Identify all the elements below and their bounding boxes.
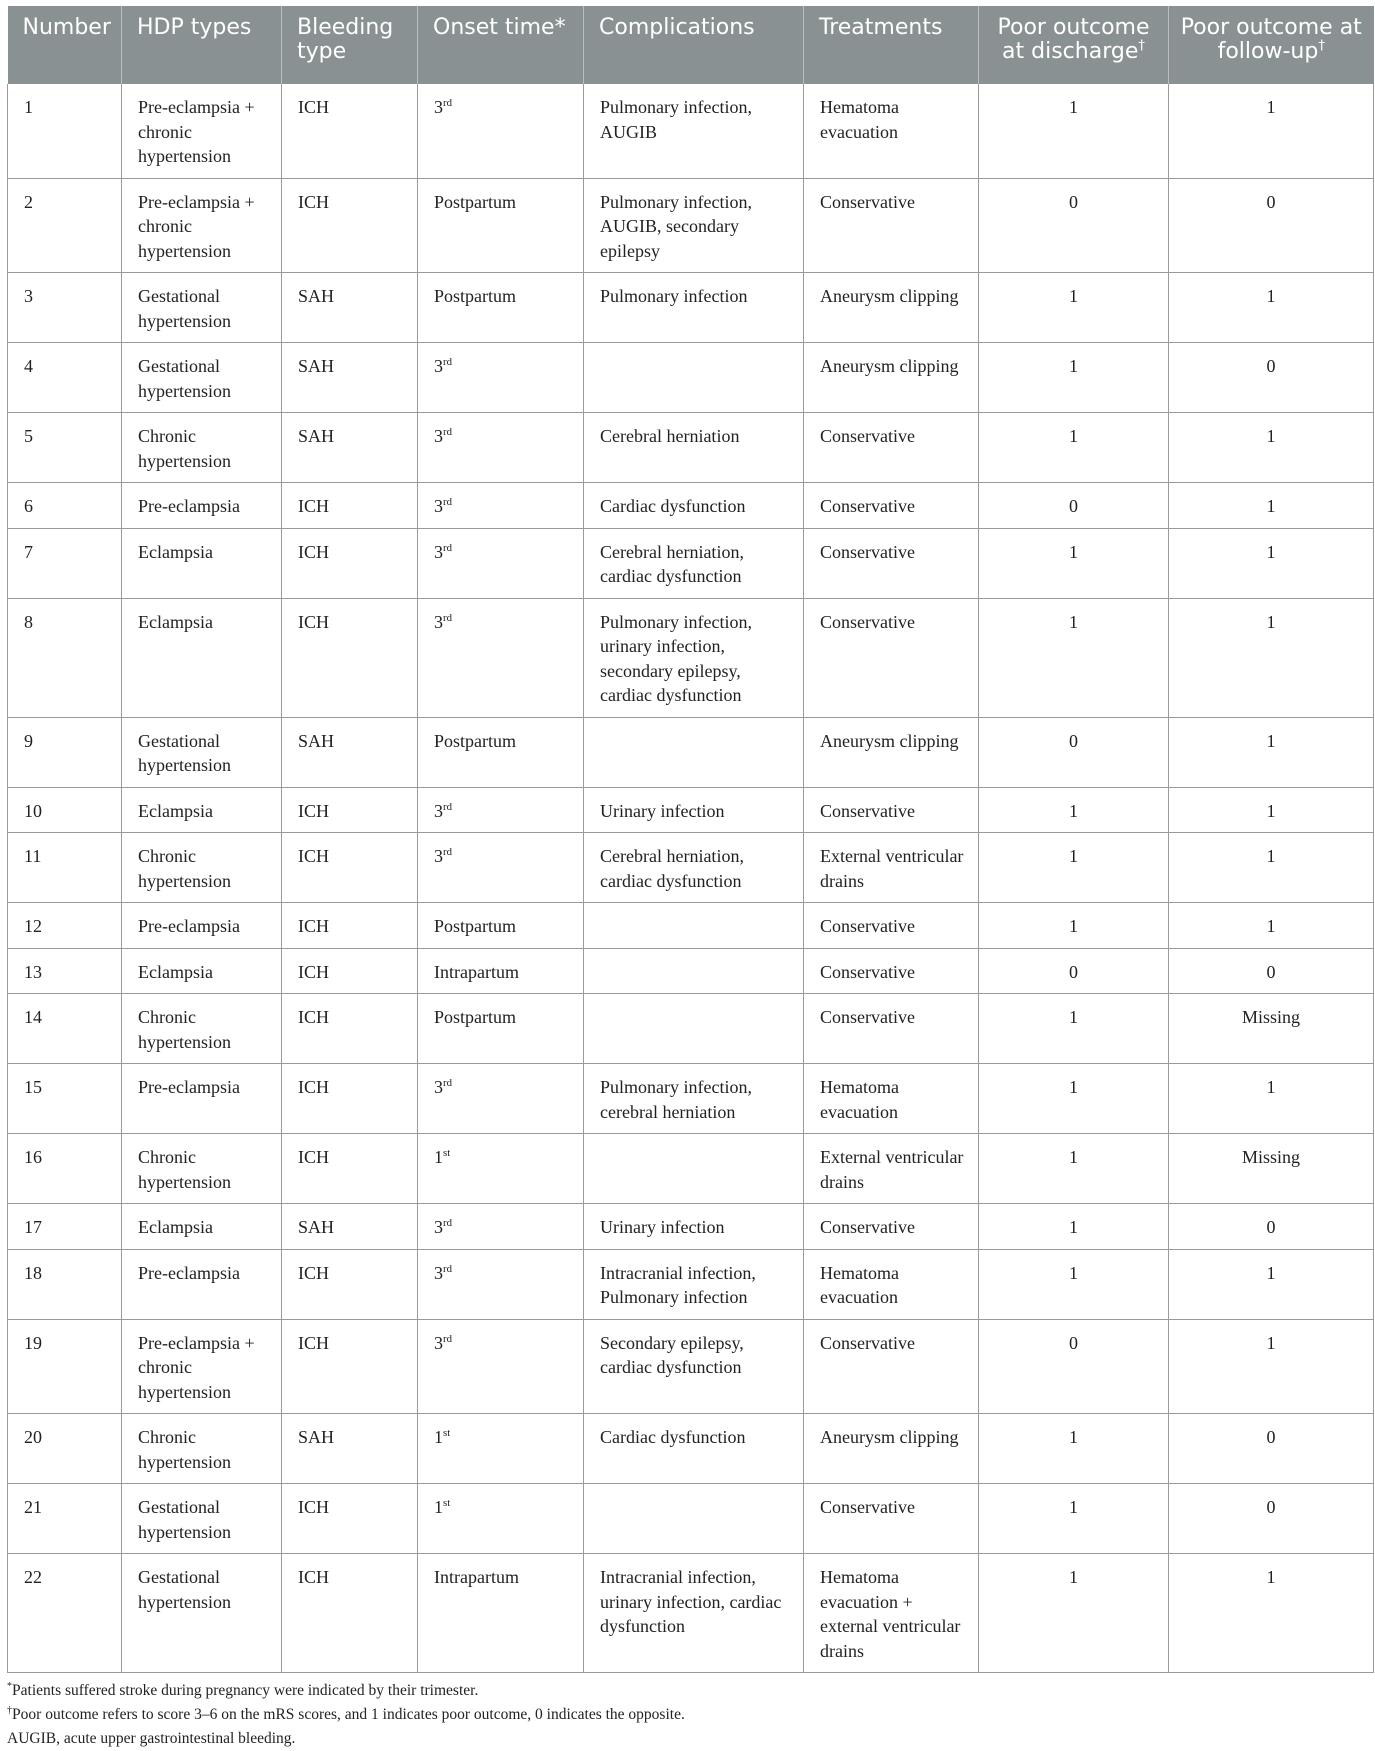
cell-treatments: Hematoma evacuation + external ventricular drains [804, 1554, 979, 1673]
cell-number: 3 [8, 273, 122, 343]
cell-outcome-discharge: 1 [979, 903, 1169, 949]
cell-bleeding-type: ICH [282, 1484, 418, 1554]
cell-outcome-followup: 0 [1169, 343, 1374, 413]
table-row [8, 787, 1374, 833]
cell-bleeding-type: SAH [282, 273, 418, 343]
cell-bleeding-type: SAH [282, 343, 418, 413]
cell-treatments: External ventricular drains [804, 833, 979, 903]
cell-number: 1 [8, 84, 122, 178]
cell-hdp-type: Chronic hypertension [122, 413, 282, 483]
cell-outcome-discharge: 1 [979, 1484, 1169, 1554]
onset-value: 3 [434, 97, 443, 117]
table-row [8, 1134, 1374, 1204]
cell-bleeding-type: ICH [282, 994, 418, 1064]
cell-outcome-followup: 0 [1169, 1484, 1374, 1554]
cell-number: 16 [8, 1134, 122, 1204]
table-row [8, 483, 1374, 529]
cell-hdp-type: Eclampsia [122, 1204, 282, 1250]
cell-bleeding-type: ICH [282, 1554, 418, 1673]
cell-bleeding-type: ICH [282, 598, 418, 717]
cell-hdp-type: Pre-eclampsia + chronic hypertension [122, 84, 282, 178]
onset-value: Postpartum [434, 191, 517, 212]
cell-complications: Urinary infection [584, 1204, 804, 1250]
cell-onset-time [418, 84, 584, 178]
col-onset-label: Onset time [433, 15, 555, 40]
onset-ordinal-suffix: rd [443, 426, 452, 438]
cell-outcome-followup: 1 [1169, 717, 1374, 787]
table-row [8, 84, 1374, 178]
col-bleeding-header: Bleeding type [282, 6, 418, 84]
cell-treatments: Aneurysm clipping [804, 273, 979, 343]
patient-table [7, 6, 1374, 1673]
cell-number: 12 [8, 903, 122, 949]
col-treatments-header: Treatments [804, 6, 979, 84]
cell-outcome-discharge: 1 [979, 84, 1169, 178]
cell-treatments: Conservative [804, 598, 979, 717]
col-followup-label: Poor outcome at follow-up [1180, 15, 1362, 64]
cell-number: 21 [8, 1484, 122, 1554]
cell-complications [584, 948, 804, 994]
cell-complications [584, 994, 804, 1064]
onset-ordinal-suffix: st [443, 1497, 451, 1509]
cell-outcome-followup: 1 [1169, 1249, 1374, 1319]
cell-onset-time [418, 1484, 584, 1554]
onset-value: 3 [434, 496, 443, 516]
onset-value: 3 [434, 1217, 443, 1237]
table-row [8, 528, 1374, 598]
cell-bleeding-type: ICH [282, 84, 418, 178]
cell-onset-time [418, 273, 584, 343]
cell-outcome-discharge: 1 [979, 528, 1169, 598]
cell-number: 4 [8, 343, 122, 413]
table-row [8, 1484, 1374, 1554]
table-row [8, 994, 1374, 1064]
cell-treatments: Hematoma evacuation [804, 1249, 979, 1319]
cell-outcome-followup: 1 [1169, 483, 1374, 529]
cell-complications: Pulmonary infection, urinary infection, secondary epilepsy, cardiac dysfunction [584, 598, 804, 717]
cell-outcome-discharge: 0 [979, 717, 1169, 787]
onset-value: 3 [434, 541, 443, 562]
cell-complications: Pulmonary infection [584, 273, 804, 343]
cell-outcome-discharge: 0 [979, 1319, 1169, 1414]
cell-number: 9 [8, 717, 122, 787]
onset-ordinal-suffix: rd [443, 846, 452, 858]
cell-hdp-type: Chronic hypertension [122, 1414, 282, 1484]
footnote-trimester [7, 1679, 1373, 1703]
cell-treatments: Conservative [804, 528, 979, 598]
cell-outcome-discharge: 1 [979, 1554, 1169, 1673]
table-row [8, 273, 1374, 343]
cell-bleeding-type: ICH [282, 1134, 418, 1204]
onset-ordinal-suffix: rd [443, 1332, 452, 1345]
footnote-mark-dagger: † [7, 1704, 13, 1716]
footnote-poor-outcome-text: Poor outcome refers to score 3–6 on the mRS scores, and 1 indicates poor outcome, 0 indicates the opposite. [12, 1706, 685, 1723]
cell-onset-time [418, 717, 584, 787]
onset-ordinal-suffix: rd [443, 541, 452, 554]
table-row [8, 1319, 1374, 1414]
cell-treatments: Conservative [804, 903, 979, 949]
onset-value: 3 [434, 611, 443, 632]
onset-value: Postpartum [434, 916, 517, 936]
onset-value: 1 [434, 1427, 443, 1447]
table-row [8, 1249, 1374, 1319]
cell-bleeding-type: SAH [282, 717, 418, 787]
cell-bleeding-type: ICH [282, 903, 418, 949]
cell-bleeding-type: ICH [282, 483, 418, 529]
cell-hdp-type: Pre-eclampsia [122, 483, 282, 529]
cell-complications [584, 717, 804, 787]
onset-value: 3 [434, 426, 443, 446]
cell-onset-time [418, 903, 584, 949]
cell-outcome-followup: 1 [1169, 1554, 1374, 1673]
col-hdp-header: HDP types [122, 6, 282, 84]
cell-outcome-discharge: 1 [979, 833, 1169, 903]
cell-onset-time [418, 948, 584, 994]
cell-bleeding-type: ICH [282, 948, 418, 994]
cell-number: 5 [8, 413, 122, 483]
cell-number: 20 [8, 1414, 122, 1484]
table-row [8, 343, 1374, 413]
cell-outcome-followup: 1 [1169, 413, 1374, 483]
cell-onset-time [418, 787, 584, 833]
cell-onset-time [418, 1554, 584, 1673]
onset-value: 3 [434, 1077, 443, 1097]
cell-complications: Pulmonary infection, AUGIB, secondary epilepsy [584, 178, 804, 273]
cell-onset-time [418, 413, 584, 483]
cell-outcome-discharge: 0 [979, 178, 1169, 273]
onset-value: Intrapartum [434, 1567, 519, 1587]
cell-onset-time [418, 1064, 584, 1134]
cell-outcome-discharge: 1 [979, 1134, 1169, 1204]
cell-bleeding-type: ICH [282, 1249, 418, 1319]
table-row [8, 903, 1374, 949]
cell-bleeding-type: ICH [282, 528, 418, 598]
cell-outcome-followup: 0 [1169, 1204, 1374, 1250]
cell-complications: Pulmonary infection, AUGIB [584, 84, 804, 178]
onset-value: 1 [434, 1147, 443, 1167]
cell-number: 22 [8, 1554, 122, 1673]
cell-treatments: Hematoma evacuation [804, 1064, 979, 1134]
cell-outcome-followup: 1 [1169, 273, 1374, 343]
cell-number: 2 [8, 178, 122, 273]
cell-number: 15 [8, 1064, 122, 1134]
cell-hdp-type: Chronic hypertension [122, 1134, 282, 1204]
onset-ordinal-suffix: rd [443, 611, 452, 624]
cell-outcome-followup: 1 [1169, 1064, 1374, 1134]
cell-complications: Cerebral herniation, cardiac dysfunction [584, 833, 804, 903]
cell-bleeding-type: ICH [282, 1319, 418, 1414]
cell-onset-time [418, 1134, 584, 1204]
cell-outcome-followup: 1 [1169, 787, 1374, 833]
cell-hdp-type: Pre-eclampsia + chronic hypertension [122, 178, 282, 273]
onset-value: Intrapartum [434, 961, 519, 982]
cell-outcome-discharge: 1 [979, 1249, 1169, 1319]
cell-onset-time [418, 178, 584, 273]
cell-number: 11 [8, 833, 122, 903]
cell-complications: Cardiac dysfunction [584, 483, 804, 529]
cell-bleeding-type: SAH [282, 1414, 418, 1484]
cell-complications: Pulmonary infection, cerebral herniation [584, 1064, 804, 1134]
cell-treatments: Aneurysm clipping [804, 717, 979, 787]
cell-onset-time [418, 1414, 584, 1484]
cell-bleeding-type: SAH [282, 413, 418, 483]
header-row [8, 6, 1374, 84]
onset-ordinal-suffix: rd [443, 1077, 452, 1089]
onset-value: 3 [434, 846, 443, 866]
footnote-trimester-text: Patients suffered stroke during pregnancy were indicated by their trimester. [12, 1682, 479, 1699]
cell-outcome-followup: Missing [1169, 994, 1374, 1064]
onset-ordinal-suffix: rd [443, 97, 452, 109]
cell-hdp-type: Gestational hypertension [122, 1554, 282, 1673]
cell-hdp-type: Gestational hypertension [122, 343, 282, 413]
cell-complications: Cerebral herniation [584, 413, 804, 483]
cell-outcome-discharge: 1 [979, 787, 1169, 833]
cell-number: 10 [8, 787, 122, 833]
cell-complications [584, 1134, 804, 1204]
onset-value: 1 [434, 1497, 443, 1517]
cell-onset-time [418, 528, 584, 598]
cell-hdp-type: Eclampsia [122, 598, 282, 717]
col-followup-header [1169, 6, 1374, 84]
cell-hdp-type: Pre-eclampsia [122, 1064, 282, 1134]
cell-treatments: Conservative [804, 1204, 979, 1250]
cell-bleeding-type: ICH [282, 178, 418, 273]
cell-treatments: Conservative [804, 948, 979, 994]
onset-ordinal-suffix: rd [443, 800, 452, 813]
col-number-header: Number [8, 6, 122, 84]
cell-outcome-discharge: 0 [979, 948, 1169, 994]
cell-onset-time [418, 994, 584, 1064]
onset-ordinal-suffix: st [443, 1427, 451, 1439]
cell-outcome-discharge: 1 [979, 413, 1169, 483]
cell-outcome-followup: 0 [1169, 1414, 1374, 1484]
cell-bleeding-type: ICH [282, 1064, 418, 1134]
cell-number: 19 [8, 1319, 122, 1414]
footnote-augib: AUGIB, acute upper gastrointestinal bleeding. [7, 1730, 296, 1747]
table-row [8, 1554, 1374, 1673]
footnote-mark-asterisk: * [7, 1680, 13, 1692]
cell-hdp-type: Pre-eclampsia [122, 903, 282, 949]
cell-outcome-followup: 1 [1169, 833, 1374, 903]
cell-hdp-type: Pre-eclampsia + chronic hypertension [122, 1319, 282, 1414]
cell-outcome-followup: 1 [1169, 84, 1374, 178]
cell-hdp-type: Gestational hypertension [122, 717, 282, 787]
cell-number: 8 [8, 598, 122, 717]
cell-complications: Intracranial infection, urinary infection, cardiac dysfunction [584, 1554, 804, 1673]
cell-treatments: Aneurysm clipping [804, 343, 979, 413]
cell-onset-time [418, 343, 584, 413]
cell-number: 18 [8, 1249, 122, 1319]
onset-ordinal-suffix: rd [443, 1217, 452, 1229]
cell-complications: Cerebral herniation, cardiac dysfunction [584, 528, 804, 598]
cell-outcome-followup: Missing [1169, 1134, 1374, 1204]
onset-ordinal-suffix: rd [443, 496, 452, 508]
col-discharge-header [979, 6, 1169, 84]
table-row [8, 1414, 1374, 1484]
cell-treatments: Conservative [804, 787, 979, 833]
cell-number: 6 [8, 483, 122, 529]
cell-treatments: Conservative [804, 1319, 979, 1414]
cell-onset-time [418, 483, 584, 529]
cell-outcome-followup: 1 [1169, 1319, 1374, 1414]
cell-onset-time [418, 1249, 584, 1319]
col-onset-header [418, 6, 584, 84]
cell-hdp-type: Gestational hypertension [122, 273, 282, 343]
cell-complications: Cardiac dysfunction [584, 1414, 804, 1484]
cell-hdp-type: Eclampsia [122, 528, 282, 598]
cell-outcome-followup: 1 [1169, 528, 1374, 598]
cell-complications: Secondary epilepsy, cardiac dysfunction [584, 1319, 804, 1414]
cell-complications [584, 343, 804, 413]
onset-value: 3 [434, 800, 443, 821]
cell-treatments: Conservative [804, 1484, 979, 1554]
cell-hdp-type: Gestational hypertension [122, 1484, 282, 1554]
cell-onset-time [418, 833, 584, 903]
cell-number: 13 [8, 948, 122, 994]
cell-bleeding-type: ICH [282, 787, 418, 833]
cell-outcome-discharge: 1 [979, 598, 1169, 717]
table-row [8, 413, 1374, 483]
cell-outcome-discharge: 1 [979, 994, 1169, 1064]
cell-outcome-followup: 1 [1169, 598, 1374, 717]
cell-outcome-discharge: 0 [979, 483, 1169, 529]
cell-hdp-type: Chronic hypertension [122, 833, 282, 903]
onset-value: 3 [434, 1262, 443, 1283]
table-body [8, 84, 1374, 1673]
table-row [8, 178, 1374, 273]
cell-number: 14 [8, 994, 122, 1064]
cell-outcome-followup: 0 [1169, 178, 1374, 273]
cell-complications: Intracranial infection, Pulmonary infection [584, 1249, 804, 1319]
onset-ordinal-suffix: st [443, 1147, 451, 1159]
cell-hdp-type: Eclampsia [122, 787, 282, 833]
onset-value: 3 [434, 1332, 443, 1353]
cell-outcome-followup: 1 [1169, 903, 1374, 949]
col-discharge-label: Poor outcome at discharge [997, 15, 1150, 64]
cell-outcome-discharge: 1 [979, 343, 1169, 413]
cell-hdp-type: Chronic hypertension [122, 994, 282, 1064]
cell-treatments: Conservative [804, 483, 979, 529]
cell-treatments: Conservative [804, 413, 979, 483]
cell-complications: Urinary infection [584, 787, 804, 833]
cell-complications [584, 903, 804, 949]
onset-ordinal-suffix: rd [443, 356, 452, 368]
table-row [8, 1204, 1374, 1250]
table-row [8, 598, 1374, 717]
cell-number: 7 [8, 528, 122, 598]
followup-footnote-mark: † [1318, 38, 1325, 54]
cell-outcome-discharge: 1 [979, 273, 1169, 343]
cell-hdp-type: Pre-eclampsia [122, 1249, 282, 1319]
cell-outcome-discharge: 1 [979, 1204, 1169, 1250]
cell-outcome-discharge: 1 [979, 1064, 1169, 1134]
footnotes [7, 1679, 1373, 1751]
cell-complications [584, 1484, 804, 1554]
cell-onset-time [418, 1319, 584, 1414]
cell-treatments: Hematoma evacuation [804, 84, 979, 178]
table-row [8, 833, 1374, 903]
cell-bleeding-type: ICH [282, 833, 418, 903]
onset-value: Postpartum [434, 286, 517, 306]
onset-value: Postpartum [434, 1007, 517, 1027]
table-row [8, 717, 1374, 787]
table-row [8, 948, 1374, 994]
cell-outcome-followup: 0 [1169, 948, 1374, 994]
table-row [8, 1064, 1374, 1134]
cell-hdp-type: Eclampsia [122, 948, 282, 994]
cell-treatments: Conservative [804, 994, 979, 1064]
col-complications-header: Complications [584, 6, 804, 84]
cell-treatments: Aneurysm clipping [804, 1414, 979, 1484]
table-container [7, 6, 1373, 1751]
onset-value: 3 [434, 356, 443, 376]
cell-treatments: Conservative [804, 178, 979, 273]
cell-onset-time [418, 1204, 584, 1250]
onset-value: Postpartum [434, 730, 517, 751]
discharge-footnote-mark: † [1138, 38, 1145, 54]
cell-bleeding-type: SAH [282, 1204, 418, 1250]
cell-onset-time [418, 598, 584, 717]
cell-treatments: External ventricular drains [804, 1134, 979, 1204]
cell-number: 17 [8, 1204, 122, 1250]
onset-footnote-mark: * [554, 15, 566, 40]
cell-outcome-discharge: 1 [979, 1414, 1169, 1484]
onset-ordinal-suffix: rd [443, 1262, 452, 1275]
footnote-poor-outcome [7, 1703, 1373, 1727]
